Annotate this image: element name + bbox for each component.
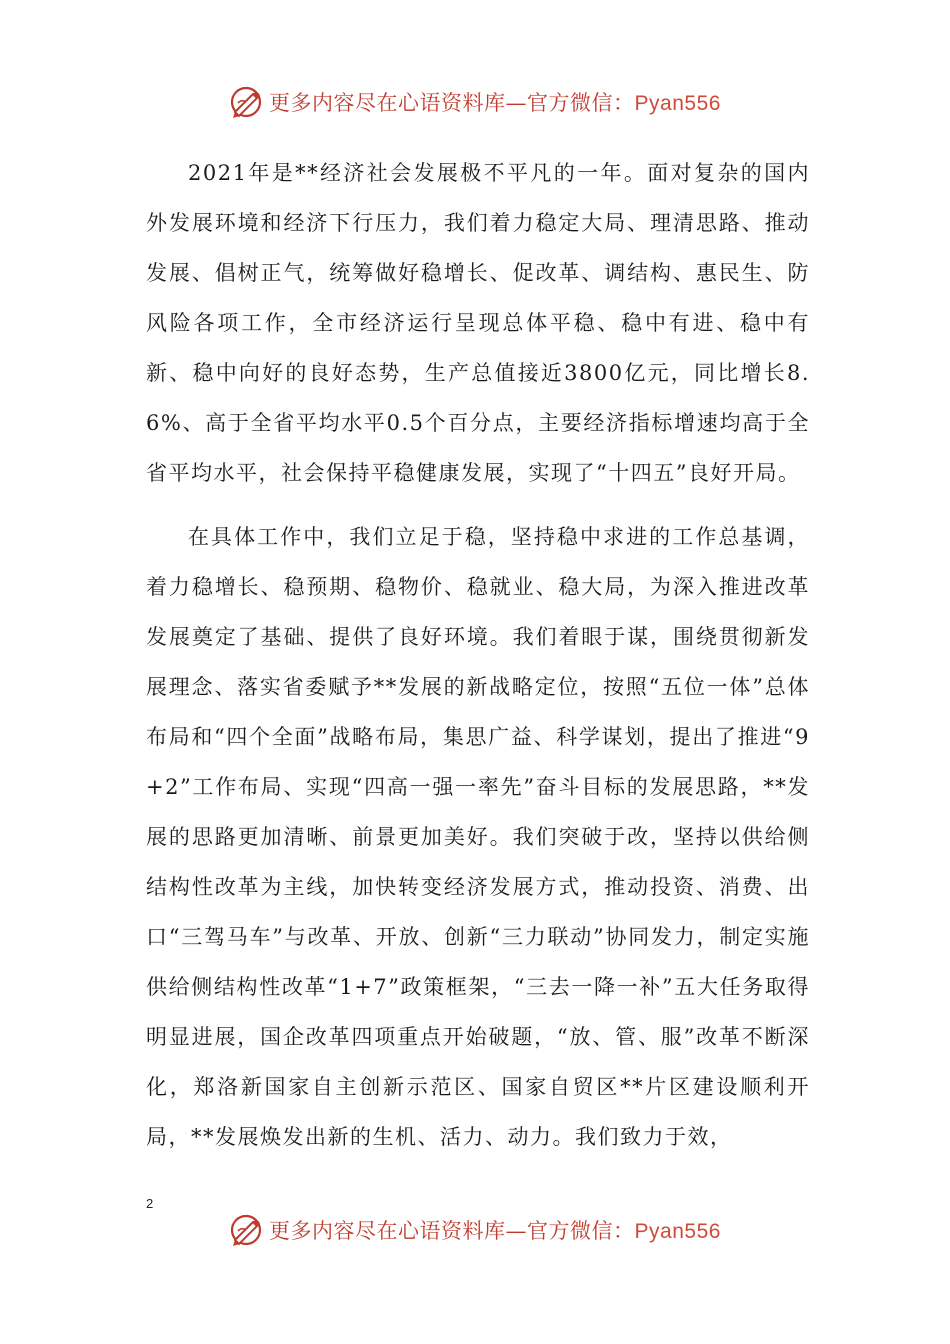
- footer-banner: [0, 1208, 950, 1252]
- header-banner-text: 更多内容尽在心语资料库—官方微信：Pyan556: [269, 91, 721, 115]
- wechat-id: Pyan556: [634, 92, 721, 115]
- paragraph-2: 在具体工作中，我们立足于稳，坚持稳中求进的工作总基调，着力稳增长、稳预期、稳物价、稳就业、稳大局，为深入推进改革发展奠定了基础、提供了良好环境。我们着眼于谋，围绕贯彻新发展理念、落实省委赋予**发展的新战略定位，按照“五位一体”总体布局和“四个全面”战略布局，集思广益、科学谋划，提出了推进“9+2”工作布局、实现“四高一强一率先”奋斗目标的发展思路，**发展的思路更加清晰、前景更加美好。我们突破于改，坚持以供给侧结构性改革为主线，加快转变经济发展方式，推动投资、消费、出口“三驾马车”与改革、开放、创新“三力联动”协同发力，制定实施供给侧结构性改革“1+7”政策框架，“三去一降一补”五大任务取得明显进展，国企改革四项重点开始破题，“放、管、服”改革不断深化，郑洛新国家自主创新示范区、国家自贸区**片区建设顺利开局，**发展焕发出新的生机、活力、动力。我们致力于效，: [146, 525, 810, 1149]
- pen-logo-icon: [229, 85, 263, 119]
- wechat-id: Pyan556: [634, 1220, 721, 1243]
- pen-logo-icon: [229, 1213, 263, 1247]
- paragraph-1: 2021年是**经济社会发展极不平凡的一年。面对复杂的国内外发展环境和经济下行压力，我们着力稳定大局、理清思路、推动发展、倡树正气，统筹做好稳增长、促改革、调结构、惠民生、防风险各项工作，全市经济运行呈现总体平稳、稳中有进、稳中有新、稳中向好的良好态势，生产总值接近3800亿元，同比增长8.6%、高于全省平均水平0.5个百分点，主要经济指标增速均高于全省平均水平，社会保持平稳健康发展，实现了“十四五”良好开局。: [146, 161, 810, 485]
- header-banner: [0, 80, 950, 124]
- footer-banner-text: 更多内容尽在心语资料库—官方微信：Pyan556: [269, 1219, 721, 1243]
- document-body: [146, 148, 810, 1162]
- page-number: 2: [146, 1196, 154, 1211]
